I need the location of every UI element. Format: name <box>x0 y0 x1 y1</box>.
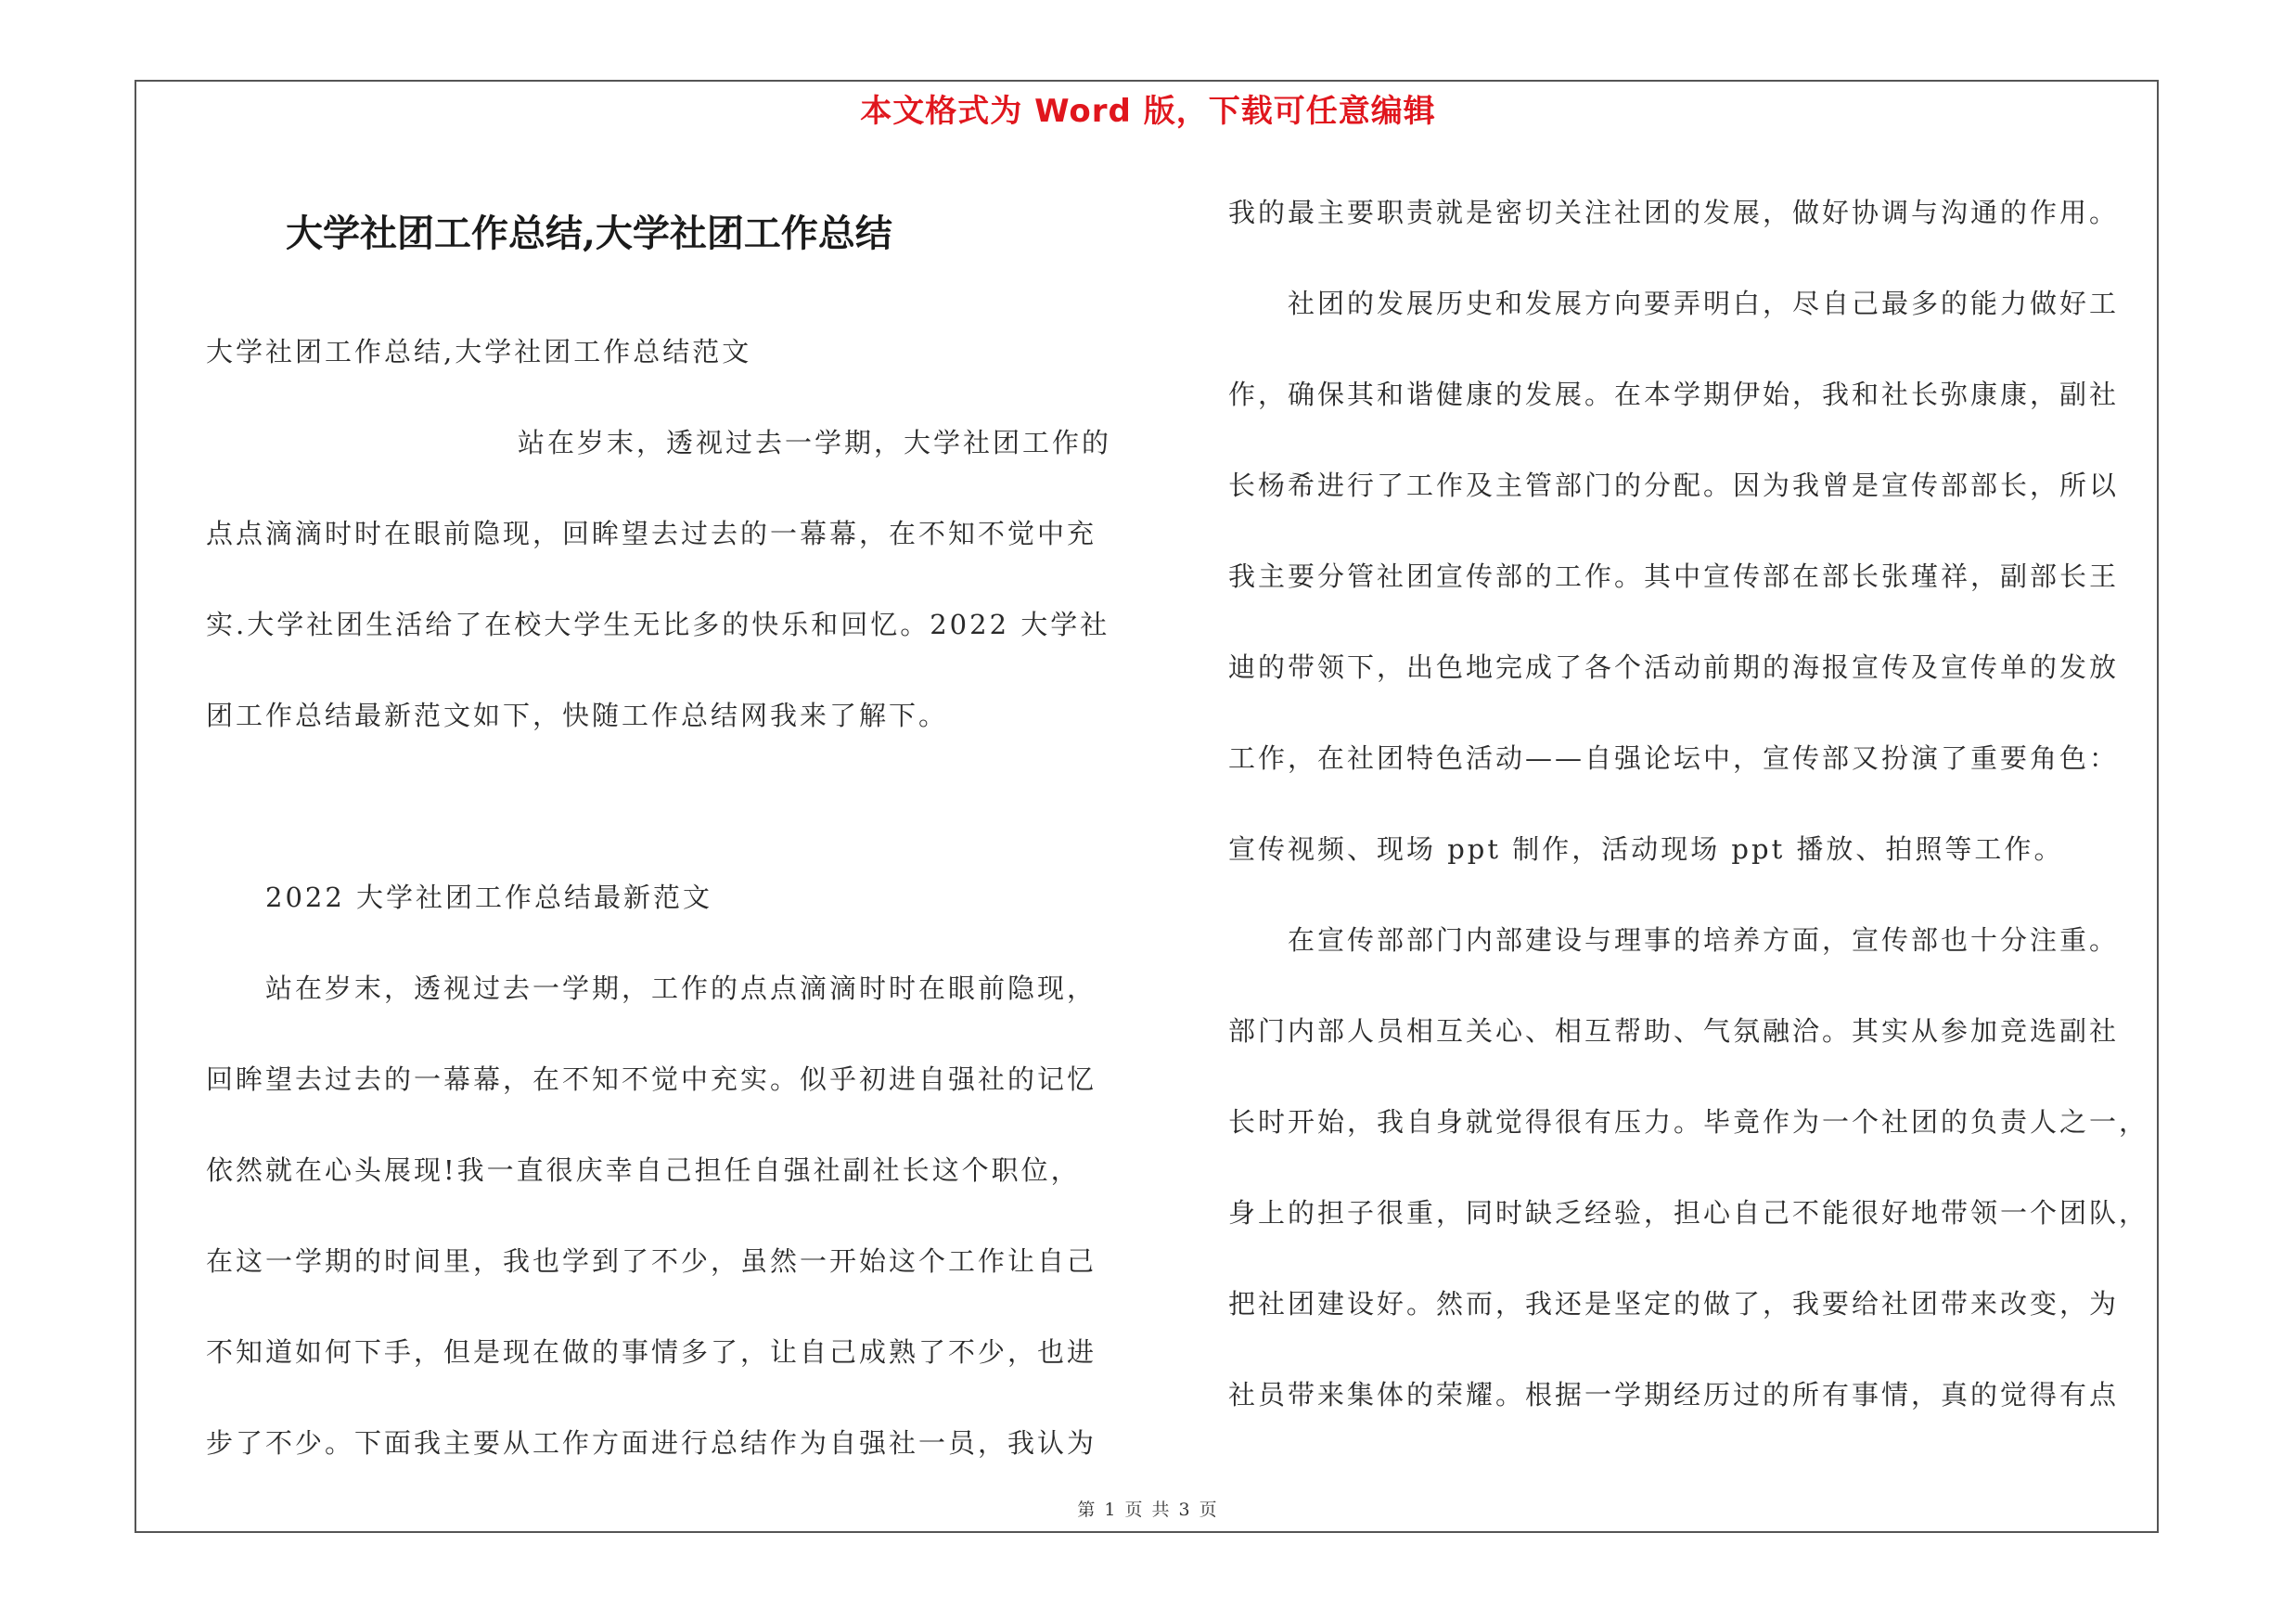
paragraph-line: 步了不少。下面我主要从工作方面进行总结作为自强社一员，我认为 <box>206 1427 1097 1459</box>
paragraph-line: 不知道如何下手，但是现在做的事情多了，让自己成熟了不少，也进 <box>206 1336 1097 1368</box>
paragraph-line: 把社团建设好。然而，我还是坚定的做了，我要给社团带来改变，为 <box>1228 1288 2120 1320</box>
paragraph-line: 工作，在社团特色活动——自强论坛中，宣传部又扮演了重要角色： <box>1228 742 2120 774</box>
paragraph-line: 团工作总结最新范文如下，快随工作总结网我来了解下。 <box>206 700 949 731</box>
paragraph-line: 身上的担子很重，同时缺乏经验，担心自己不能很好地带领一个团队， <box>1228 1197 2149 1229</box>
paragraph-line: 社员带来集体的荣耀。根据一学期经历过的所有事情，真的觉得有点 <box>1228 1379 2120 1410</box>
paragraph-line: 依然就在心头展现!我一直很庆幸自己担任自强社副社长这个职位， <box>206 1154 1081 1186</box>
paragraph-line: 我的最主要职责就是密切关注社团的发展，做好协调与沟通的作用。 <box>1228 197 2120 228</box>
paragraph-line: 实.大学社团生活给了在校大学生无比多的快乐和回忆。2022 大学社 <box>206 609 1110 640</box>
paragraph-line: 在这一学期的时间里，我也学到了不少，虽然一开始这个工作让自己 <box>206 1245 1097 1277</box>
paragraph-line: 回眸望去过去的一幕幕，在不知不觉中充实。似乎初进自强社的记忆 <box>206 1063 1097 1095</box>
document-title: 大学社团工作总结,大学社团工作总结 <box>286 212 892 255</box>
subtitle-line: 大学社团工作总结,大学社团工作总结范文 <box>206 336 752 367</box>
paragraph-line: 在宣传部部门内部建设与理事的培养方面，宣传部也十分注重。 <box>1288 924 2120 956</box>
paragraph-line: 长杨希进行了工作及主管部门的分配。因为我曾是宣传部部长，所以 <box>1228 470 2120 501</box>
blank-line <box>206 761 1143 852</box>
paragraph-line: 宣传视频、现场 ppt 制作，活动现场 ppt 播放、拍照等工作。 <box>1228 833 2064 865</box>
paragraph-line: 点点滴滴时时在眼前隐现，回眸望去过去的一幕幕，在不知不觉中充 <box>206 518 1097 549</box>
paragraph-line: 作，确保其和谐健康的发展。在本学期伊始，我和社长弥康康，副社 <box>1228 379 2120 410</box>
left-column <box>206 306 1143 1488</box>
paragraph-line: 站在岁末，透视过去一学期，大学社团工作的 <box>518 427 1112 458</box>
paragraph-line: 部门内部人员相互关心、相互帮助、气氛融洽。其实从参加竞选副社 <box>1228 1015 2120 1047</box>
paragraph-line: 我主要分管社团宣传部的工作。其中宣传部在部长张瑾祥，副部长王 <box>1228 560 2120 592</box>
page-footer: 第 1 页 共 3 页 <box>1077 1500 1219 1520</box>
section-heading: 2022 大学社团工作总结最新范文 <box>265 882 713 913</box>
paragraph-line: 长时开始，我自身就觉得很有压力。毕竟作为一个社团的负责人之一， <box>1228 1106 2149 1138</box>
paragraph-line: 迪的带领下，出色地完成了各个活动前期的海报宣传及宣传单的发放 <box>1228 651 2120 683</box>
paragraph-line: 站在岁末，透视过去一学期，工作的点点滴滴时时在眼前隐现， <box>265 973 1097 1004</box>
paragraph-line: 社团的发展历史和发展方向要弄明白，尽自己最多的能力做好工 <box>1288 288 2120 319</box>
right-column <box>1228 167 2165 1440</box>
format-banner: 本文格式为 Word 版，下载可任意编辑 <box>860 93 1436 130</box>
